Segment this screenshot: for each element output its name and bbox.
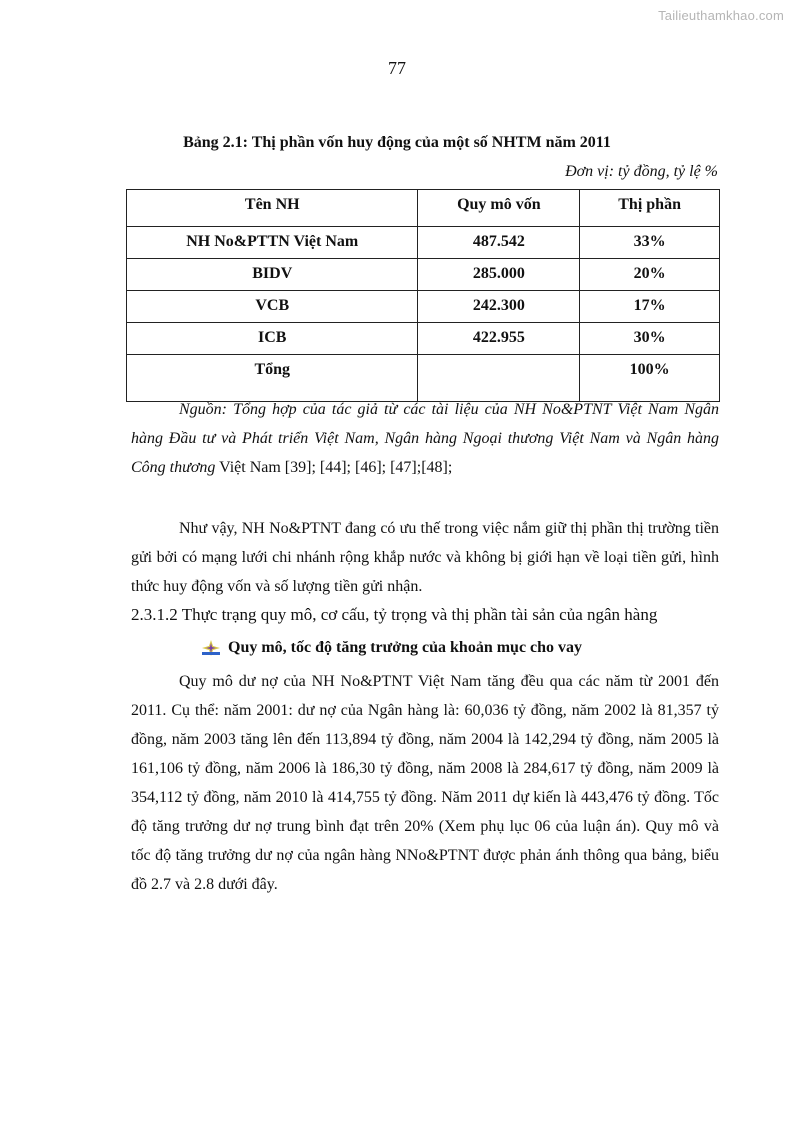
- bank-name-cell: VCB: [127, 291, 418, 323]
- paragraph-market-share-summary: Như vậy, NH No&PTNT đang có ưu thế trong việc nắm giữ thị phần thị trường tiền gửi bởi có mạng lưới chi nhánh rộng khắp nước và không bị giới hạn về loại tiền gửi, hình thức huy động vốn và số lượng tiền gửi nhận.: [131, 520, 719, 595]
- capital-size-cell: 285.000: [418, 259, 580, 291]
- section-heading: 2.3.1.2 Thực trạng quy mô, cơ cấu, tỷ trọng và thị phần tài sản của ngân hàng: [131, 605, 658, 624]
- market-share-cell: 20%: [580, 259, 720, 291]
- bank-name-cell: ICB: [127, 323, 418, 355]
- page-number: 77: [388, 58, 406, 78]
- column-header-capital-size: Quy mô vốn: [418, 190, 580, 227]
- source-citation-refs: Việt Nam [39]; [44]; [46]; [47];[48];: [215, 459, 453, 476]
- total-share-cell: 100%: [580, 355, 720, 402]
- column-header-market-share: Thị phần: [580, 190, 720, 227]
- paragraph-loan-scale: Quy mô dư nợ của NH No&PTNT Việt Nam tăng đều qua các năm từ 2001 đến 2011. Cụ thể: năm 2001: dư nợ của Ngân hàng là: 60,036 tỷ đồng, năm 2002 là 81,357 tỷ đồng, năm 2003 tăng lên đến 113,894 tỷ đồng, năm 2004 là 142,294 tỷ đồng, năm 2005 là 161,106 tỷ đồng, năm 2006 là 186,30 tỷ đồng, năm 2008 là 284,617 tỷ đồng, năm 2009 là 354,112 tỷ đồng, năm 2010 là 414,755 tỷ đồng. Năm 2011 dự kiến là 443,476 tỷ đồng. Tốc độ tăng trưởng dư nợ trung bình đạt trên 20% (Xem phụ lục 06 của luận án). Quy mô và tốc độ tăng trưởng dư nợ của ngân hàng NNo&PTNT được phản ánh thông qua bảng, biểu đồ 2.7 và 2.8 dưới đây.: [131, 673, 719, 893]
- capital-size-cell: 487.542: [418, 227, 580, 259]
- total-label-cell: Tổng: [127, 355, 418, 402]
- table-row: [127, 323, 720, 355]
- source-citation-italic: Nguồn: Tổng hợp của tác giả từ các tài liệu của NH No&PTNT Việt Nam Ngân hàng Đầu tư và Phát triển Việt Nam, Ngân hàng Ngoại thương Việt Nam và Ngân hàng Công thương: [131, 401, 719, 476]
- deposit-market-share-table: [126, 189, 720, 402]
- bullet-arrow-icon: [202, 640, 220, 656]
- bank-name-cell: NH No&PTTN Việt Nam: [127, 227, 418, 259]
- table-row: [127, 259, 720, 291]
- table-title: Bảng 2.1: Thị phần vốn huy động của một số NHTM năm 2011: [183, 134, 611, 151]
- table-row: [127, 291, 720, 323]
- subheading-loan-growth: [202, 639, 582, 657]
- watermark: Tailieuthamkhao.com: [658, 8, 784, 23]
- subheading-text: Quy mô, tốc độ tăng trưởng của khoản mục cho vay: [228, 639, 583, 656]
- column-header-bank-name: Tên NH: [127, 190, 418, 227]
- bank-name-cell: BIDV: [127, 259, 418, 291]
- market-share-cell: 30%: [580, 323, 720, 355]
- capital-size-cell: 422.955: [418, 323, 580, 355]
- market-share-cell: 33%: [580, 227, 720, 259]
- market-share-cell: 17%: [580, 291, 720, 323]
- capital-size-cell: 242.300: [418, 291, 580, 323]
- table-source-note: [131, 395, 719, 482]
- table-header-row: [127, 190, 720, 227]
- table-unit-note: Đơn vị: tỷ đồng, tỷ lệ %: [565, 163, 718, 180]
- table-row: [127, 227, 720, 259]
